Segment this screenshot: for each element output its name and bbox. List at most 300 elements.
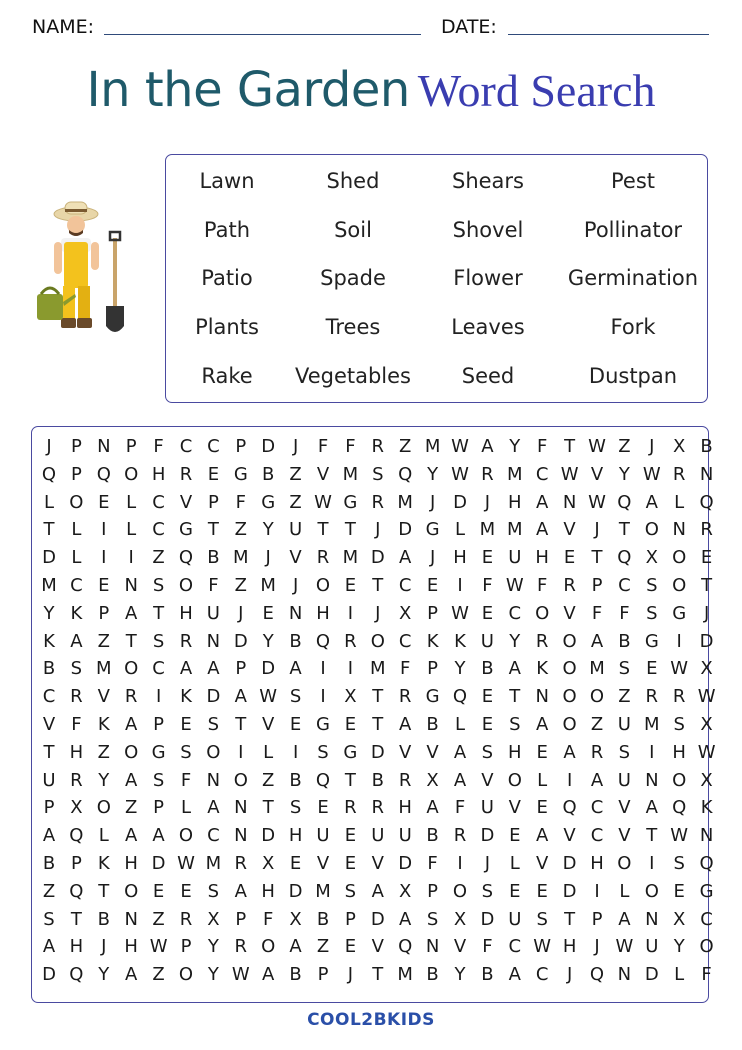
grid-letter[interactable]: Q [452,686,468,708]
grid-letter[interactable]: T [564,908,576,930]
grid-letter[interactable]: E [646,658,658,680]
grid-letter[interactable]: U [398,825,412,847]
grid-letter[interactable]: Z [289,463,302,485]
grid-letter[interactable]: W [642,463,661,485]
grid-letter[interactable]: U [480,797,494,819]
grid-letter[interactable]: M [96,658,112,680]
grid-letter[interactable]: E [152,880,165,902]
grid-letter[interactable]: N [645,908,659,930]
grid-letter[interactable]: H [453,547,467,569]
grid-letter[interactable]: P [591,908,603,930]
grid-letter[interactable]: E [289,853,302,874]
grid-letter[interactable]: M [589,658,605,680]
grid-letter[interactable]: X [399,602,412,624]
grid-letter[interactable]: N [699,463,714,485]
grid-letter[interactable]: L [180,797,192,819]
grid-letter[interactable]: D [699,630,714,652]
grid-letter[interactable]: W [314,491,332,513]
grid-letter[interactable]: U [289,519,303,541]
grid-letter[interactable]: P [180,936,192,958]
grid-letter[interactable]: V [481,769,494,791]
grid-letter[interactable]: F [180,769,192,791]
grid-letter[interactable]: W [177,853,195,874]
grid-letter[interactable]: Y [207,964,219,986]
grid-letter[interactable]: B [289,964,302,986]
grid-letter[interactable]: N [535,686,549,708]
grid-letter[interactable]: Y [98,769,110,791]
grid-letter[interactable]: V [563,602,576,624]
grid-letter[interactable]: Q [315,769,331,791]
grid-letter[interactable]: F [153,436,164,457]
grid-letter[interactable]: H [261,880,275,902]
grid-letter[interactable]: E [426,575,439,596]
grid-letter[interactable]: Z [618,436,631,457]
grid-letter[interactable]: M [41,575,57,596]
grid-letter[interactable]: T [618,519,630,541]
grid-letter[interactable]: T [509,686,521,708]
grid-letter[interactable]: R [481,463,494,485]
grid-letter[interactable]: S [646,602,658,624]
grid-letter[interactable]: U [371,825,385,847]
grid-letter[interactable]: O [535,602,550,624]
grid-letter[interactable]: Q [41,463,57,485]
grid-letter[interactable]: M [342,547,359,569]
grid-letter[interactable]: A [453,769,467,791]
grid-letter[interactable]: J [594,936,600,958]
grid-letter[interactable]: J [484,853,491,874]
grid-letter[interactable]: V [179,491,193,513]
grid-letter[interactable]: Y [454,658,466,680]
grid-letter[interactable]: M [397,964,413,986]
grid-letter[interactable]: T [591,547,603,569]
grid-letter[interactable]: R [70,769,83,791]
grid-letter[interactable]: L [509,853,520,874]
grid-letter[interactable]: T [153,602,165,624]
grid-letter[interactable]: L [71,547,82,569]
grid-letter[interactable]: K [97,853,110,874]
grid-letter[interactable]: P [427,602,439,624]
grid-letter[interactable]: S [618,741,631,763]
grid-letter[interactable]: B [618,630,631,652]
grid-letter[interactable]: A [536,491,549,513]
grid-letter[interactable]: U [42,769,56,791]
grid-letter[interactable]: I [320,658,326,680]
grid-letter[interactable]: J [375,519,381,541]
grid-letter[interactable]: P [98,602,110,624]
grid-letter[interactable]: N [562,491,577,513]
grid-letter[interactable]: O [507,769,522,791]
grid-letter[interactable]: U [206,602,220,624]
grid-letter[interactable]: H [398,797,412,819]
grid-letter[interactable]: H [672,741,686,763]
grid-letter[interactable]: A [590,769,604,791]
grid-letter[interactable]: G [316,714,330,735]
grid-letter[interactable]: L [263,741,274,763]
grid-letter[interactable]: A [125,964,138,986]
grid-letter[interactable]: G [343,741,358,763]
grid-letter[interactable]: S [152,630,165,652]
grid-letter[interactable]: D [206,686,221,708]
grid-letter[interactable]: X [673,908,686,930]
grid-letter[interactable]: N [672,519,686,541]
grid-letter[interactable]: L [126,519,137,541]
grid-letter[interactable]: X [453,908,467,930]
grid-letter[interactable]: I [649,853,655,874]
grid-letter[interactable]: E [344,575,357,596]
grid-letter[interactable]: Z [590,714,604,735]
grid-letter[interactable]: B [289,769,302,791]
grid-letter[interactable]: E [536,797,548,819]
grid-letter[interactable]: G [644,630,659,652]
grid-letter[interactable]: O [370,630,385,652]
grid-letter[interactable]: O [562,658,577,680]
grid-letter[interactable]: J [703,602,710,624]
grid-letter[interactable]: P [235,658,247,680]
grid-letter[interactable]: L [619,880,630,902]
grid-letter[interactable]: E [481,602,494,624]
grid-letter[interactable]: Q [315,630,331,652]
grid-letter[interactable]: Q [589,964,605,986]
grid-letter[interactable]: S [673,714,685,735]
grid-letter[interactable]: V [371,853,384,874]
grid-letter[interactable]: E [344,853,357,874]
grid-letter[interactable]: D [398,519,413,541]
grid-letter[interactable]: X [673,436,686,457]
grid-letter[interactable]: A [289,658,302,680]
grid-letter[interactable]: J [292,436,299,457]
grid-letter[interactable]: Z [234,575,247,596]
grid-letter[interactable]: C [398,630,412,652]
grid-letter[interactable]: O [452,880,468,902]
grid-letter[interactable]: O [124,880,139,902]
grid-letter[interactable]: N [97,436,111,457]
grid-letter[interactable]: P [70,853,82,874]
grid-letter[interactable]: F [454,797,466,819]
grid-letter[interactable]: T [43,741,55,763]
grid-letter[interactable]: Z [97,630,110,652]
grid-letter[interactable]: F [400,658,411,680]
grid-letter[interactable]: P [427,658,439,680]
grid-letter[interactable]: P [153,797,165,819]
grid-letter[interactable]: D [453,491,467,513]
grid-letter[interactable]: R [179,463,193,485]
grid-letter[interactable]: G [425,686,440,708]
grid-letter[interactable]: O [124,463,139,485]
grid-letter[interactable]: B [481,658,494,680]
grid-letter[interactable]: S [180,741,192,763]
grid-letter[interactable]: S [618,658,631,680]
grid-letter[interactable]: A [563,741,576,763]
grid-letter[interactable]: N [234,825,248,847]
grid-letter[interactable]: O [644,519,659,541]
grid-letter[interactable]: L [454,519,466,541]
grid-letter[interactable]: V [618,797,631,819]
grid-letter[interactable]: B [481,964,494,986]
grid-letter[interactable]: S [481,741,494,763]
grid-letter[interactable]: A [42,825,56,847]
grid-letter[interactable]: D [151,853,166,874]
grid-letter[interactable]: H [508,741,522,763]
grid-letter[interactable]: B [426,964,439,986]
grid-letter[interactable]: K [97,714,110,735]
grid-letter[interactable]: G [261,491,276,513]
grid-letter[interactable]: A [125,769,138,791]
date-line[interactable] [508,34,709,35]
grid-letter[interactable]: I [238,741,244,763]
grid-letter[interactable]: I [128,547,134,569]
grid-letter[interactable]: R [590,741,604,763]
grid-letter[interactable]: A [645,797,658,819]
grid-letter[interactable]: G [151,741,166,763]
grid-letter[interactable]: Q [69,964,84,986]
grid-letter[interactable]: R [371,436,385,457]
grid-letter[interactable]: L [43,491,55,513]
grid-letter[interactable]: Y [262,630,274,652]
grid-letter[interactable]: W [231,964,250,986]
grid-letter[interactable]: N [645,769,659,791]
grid-letter[interactable]: S [536,908,548,930]
grid-letter[interactable]: V [453,936,467,958]
grid-letter[interactable]: B [316,908,330,930]
grid-letter[interactable]: X [426,769,439,791]
grid-letter[interactable]: J [566,964,573,986]
grid-letter[interactable]: S [426,908,439,930]
grid-letter[interactable]: I [566,769,573,791]
grid-letter[interactable]: P [125,436,137,457]
grid-letter[interactable]: H [69,936,84,958]
grid-letter[interactable]: W [670,825,689,847]
grid-letter[interactable]: D [562,880,577,902]
grid-letter[interactable]: N [425,936,440,958]
grid-letter[interactable]: Z [152,547,165,569]
grid-letter[interactable]: C [508,602,522,624]
grid-letter[interactable]: S [509,714,521,735]
grid-letter[interactable]: Q [96,463,111,485]
grid-letter[interactable]: R [316,547,330,569]
grid-letter[interactable]: O [96,797,111,819]
grid-letter[interactable]: R [398,769,412,791]
grid-letter[interactable]: H [124,936,138,958]
grid-letter[interactable]: O [233,769,248,791]
grid-letter[interactable]: R [179,908,193,930]
grid-letter[interactable]: I [594,880,600,902]
grid-letter[interactable]: A [179,658,193,680]
grid-letter[interactable]: P [344,908,356,930]
grid-letter[interactable]: N [699,825,714,847]
grid-letter[interactable]: V [371,936,384,958]
grid-letter[interactable]: E [344,936,357,958]
grid-letter[interactable]: I [101,519,107,541]
grid-letter[interactable]: G [179,519,193,541]
grid-letter[interactable]: G [343,491,358,513]
grid-letter[interactable]: U [617,714,631,735]
grid-letter[interactable]: P [207,491,219,513]
grid-letter[interactable]: X [700,714,713,735]
grid-letter[interactable]: H [124,853,138,874]
grid-letter[interactable]: L [98,825,109,847]
grid-letter[interactable]: Y [207,936,219,958]
grid-letter[interactable]: N [617,964,632,986]
grid-letter[interactable]: E [98,491,110,513]
grid-letter[interactable]: A [618,908,631,930]
grid-letter[interactable]: Y [673,936,685,958]
grid-letter[interactable]: H [590,853,604,874]
grid-letter[interactable]: A [234,686,247,708]
grid-letter[interactable]: T [262,797,274,819]
grid-letter[interactable]: S [43,908,55,930]
grid-letter[interactable]: M [315,880,331,902]
grid-letter[interactable]: W [451,436,469,457]
grid-letter[interactable]: C [590,797,604,819]
grid-letter[interactable]: E [700,547,713,569]
grid-letter[interactable]: E [481,547,494,569]
grid-letter[interactable]: J [46,436,52,457]
grid-letter[interactable]: G [233,463,248,485]
grid-letter[interactable]: E [98,575,110,596]
grid-letter[interactable]: R [70,686,83,708]
grid-letter[interactable]: Z [399,436,412,457]
grid-letter[interactable]: V [316,853,330,874]
grid-letter[interactable]: P [317,964,329,986]
grid-letter[interactable]: I [649,741,655,763]
grid-letter[interactable]: A [262,964,275,986]
grid-letter[interactable]: K [180,686,192,708]
grid-letter[interactable]: I [101,547,107,569]
grid-letter[interactable]: O [562,686,577,708]
grid-letter[interactable]: D [644,964,659,986]
grid-letter[interactable]: A [453,741,467,763]
grid-letter[interactable]: M [205,853,222,874]
grid-letter[interactable]: I [457,575,463,596]
grid-letter[interactable]: O [69,491,84,513]
grid-letter[interactable]: W [697,686,716,708]
grid-letter[interactable]: E [481,686,494,708]
grid-letter[interactable]: D [42,547,56,569]
grid-letter[interactable]: C [590,825,604,847]
grid-letter[interactable]: R [453,825,467,847]
grid-letter[interactable]: D [370,547,385,569]
grid-letter[interactable]: H [535,547,549,569]
grid-letter[interactable]: O [699,936,714,958]
grid-letter[interactable]: J [429,547,436,569]
grid-letter[interactable]: A [234,880,247,902]
grid-letter[interactable]: B [97,908,110,930]
grid-letter[interactable]: H [288,825,303,847]
grid-letter[interactable]: M [507,463,523,485]
grid-letter[interactable]: D [288,880,303,902]
grid-letter[interactable]: W [615,936,634,958]
grid-letter[interactable]: W [505,575,524,596]
grid-letter[interactable]: W [560,463,579,485]
grid-letter[interactable]: Z [234,519,247,541]
grid-letter[interactable]: Z [289,491,302,513]
grid-letter[interactable]: E [481,714,494,735]
grid-letter[interactable]: Q [398,936,413,958]
grid-letter[interactable]: X [700,658,713,680]
grid-letter[interactable]: A [70,630,83,652]
grid-letter[interactable]: T [344,769,356,791]
grid-letter[interactable]: A [536,714,549,735]
grid-letter[interactable]: A [399,714,412,735]
grid-letter[interactable]: R [179,630,193,652]
grid-letter[interactable]: X [399,880,412,902]
grid-letter[interactable]: Z [152,964,165,986]
grid-letter[interactable]: T [125,630,137,652]
grid-letter[interactable]: T [235,714,247,735]
grid-letter[interactable]: L [674,491,685,513]
grid-letter[interactable]: R [234,853,248,874]
grid-letter[interactable]: L [537,769,548,791]
grid-letter[interactable]: W [670,658,689,680]
grid-letter[interactable]: I [320,686,326,708]
grid-letter[interactable]: H [151,463,166,485]
grid-letter[interactable]: A [207,797,220,819]
grid-letter[interactable]: B [42,658,56,680]
grid-letter[interactable]: C [42,686,56,708]
grid-letter[interactable]: N [288,602,303,624]
grid-letter[interactable]: B [371,769,384,791]
grid-letter[interactable]: A [399,908,412,930]
grid-letter[interactable]: M [233,547,249,569]
grid-letter[interactable]: M [479,519,496,541]
grid-letter[interactable]: R [124,686,138,708]
grid-letter[interactable]: D [261,825,276,847]
grid-letter[interactable]: E [317,797,329,819]
grid-letter[interactable]: A [481,436,494,457]
grid-letter[interactable]: Q [178,547,194,569]
grid-letter[interactable]: O [644,880,659,902]
grid-letter[interactable]: X [344,686,357,708]
grid-letter[interactable]: X [70,797,83,819]
grid-letter[interactable]: O [672,575,687,596]
grid-letter[interactable]: M [370,658,386,680]
grid-letter[interactable]: E [289,714,302,735]
grid-letter[interactable]: T [701,575,713,596]
grid-letter[interactable]: T [372,575,384,596]
grid-letter[interactable]: W [697,741,716,763]
grid-letter[interactable]: N [206,630,221,652]
grid-letter[interactable]: B [426,714,439,735]
grid-letter[interactable]: E [180,714,192,735]
grid-letter[interactable]: V [316,463,330,485]
grid-letter[interactable]: B [207,547,220,569]
grid-letter[interactable]: Y [618,463,630,485]
grid-letter[interactable]: W [533,936,552,958]
grid-letter[interactable]: K [70,602,83,624]
grid-letter[interactable]: F [619,602,630,624]
grid-letter[interactable]: M [424,436,441,457]
grid-letter[interactable]: M [644,714,660,735]
grid-letter[interactable]: J [347,964,354,986]
grid-letter[interactable]: C [508,936,522,958]
grid-letter[interactable]: C [152,658,165,680]
grid-letter[interactable]: D [370,908,385,930]
grid-letter[interactable]: L [126,491,137,513]
grid-letter[interactable]: T [98,880,110,902]
grid-letter[interactable]: D [562,853,577,874]
grid-letter[interactable]: V [618,825,631,847]
grid-letter[interactable]: S [289,797,302,819]
grid-letter[interactable]: L [454,714,466,735]
grid-letter[interactable]: Z [618,686,631,708]
grid-letter[interactable]: F [208,575,219,596]
grid-letter[interactable]: E [509,825,521,847]
grid-letter[interactable]: E [344,825,357,847]
grid-letter[interactable]: Y [509,436,521,457]
grid-letter[interactable]: B [42,853,56,874]
grid-letter[interactable]: S [673,853,685,874]
grid-letter[interactable]: U [645,936,659,958]
